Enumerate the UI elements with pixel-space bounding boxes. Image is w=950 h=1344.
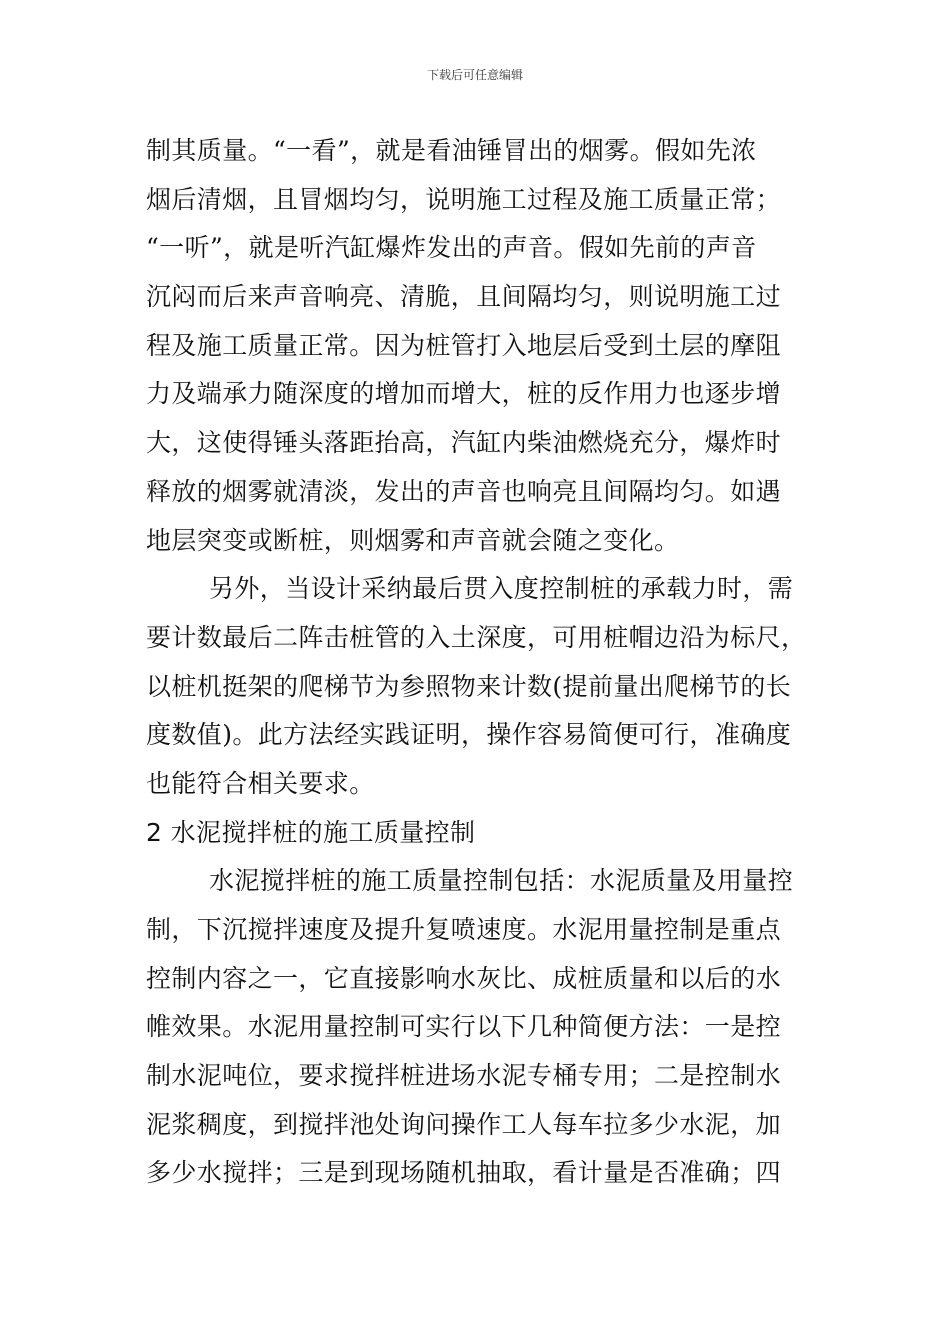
paragraph-start-line: 水泥搅拌桩的施工质量控制包括：水泥质量及用量控 <box>209 866 794 896</box>
section-heading: 2 水泥搅拌桩的施工质量控制 <box>146 817 476 847</box>
text-line: 制水泥吨位，要求搅拌桩进场水泥专桶专用；二是控制水 <box>146 1061 782 1091</box>
text-line: 多少水搅拌；三是到现场随机抽取，看计量是否准确；四 <box>146 1158 782 1188</box>
text-line: 烟后清烟，且冒烟均匀，说明施工过程及施工质量正常； <box>146 184 782 214</box>
text-line: 制，下沉搅拌速度及提升复喷速度。水泥用量控制是重点 <box>146 915 782 944</box>
text-line: 程及施工质量正常。因为桩管打入地层后受到土层的摩阻 <box>146 330 782 360</box>
text-line: 也能符合相关要求。 <box>146 768 375 798</box>
text-line: 释放的烟雾就清淡，发出的声音也响亮且间隔均匀。如遇 <box>146 476 782 506</box>
text-line: 力及端承力随深度的增加而增大，桩的反作用力也逐步增 <box>146 379 782 409</box>
text-line: 沉闷而后来声音响亮、清脆，且间隔均匀，则说明施工过 <box>146 282 782 312</box>
page-header: 下载后可任意编辑 <box>426 68 523 82</box>
text-line: 控制内容之一，它直接影响水灰比、成桩质量和以后的水 <box>146 963 782 993</box>
paragraph-start-line: 另外，当设计采纳最后贯入度控制桩的承载力时，需 <box>209 574 794 604</box>
text-line: 帷效果。水泥用量控制可实行以下几种简便方法：一是控 <box>146 1012 782 1042</box>
text-line: 要计数最后二阵击桩管的入土深度，可用桩帽边沿为标尺， <box>146 622 807 652</box>
text-line: 地层突变或断桩，则烟雾和声音就会随之变化。 <box>146 525 680 555</box>
text-line: 泥浆稠度，到搅拌池处询问操作工人每车拉多少水泥，加 <box>146 1109 782 1139</box>
text-line: 大，这使得锤头落距抬高，汽缸内柴油燃烧充分，爆炸时 <box>146 428 782 458</box>
text-line: 制其质量。“一看”，就是看油锤冒出的烟雾。假如先浓 <box>146 136 757 165</box>
text-line: “一听”，就是听汽缸爆炸发出的声音。假如先前的声音 <box>146 233 757 263</box>
text-line: 以桩机挺架的爬梯节为参照物来计数(提前量出爬梯节的长 <box>146 671 792 701</box>
document-body <box>146 127 806 1198</box>
text-line: 度数值)。此方法经实践证明，操作容易简便可行，准确度 <box>146 720 792 750</box>
